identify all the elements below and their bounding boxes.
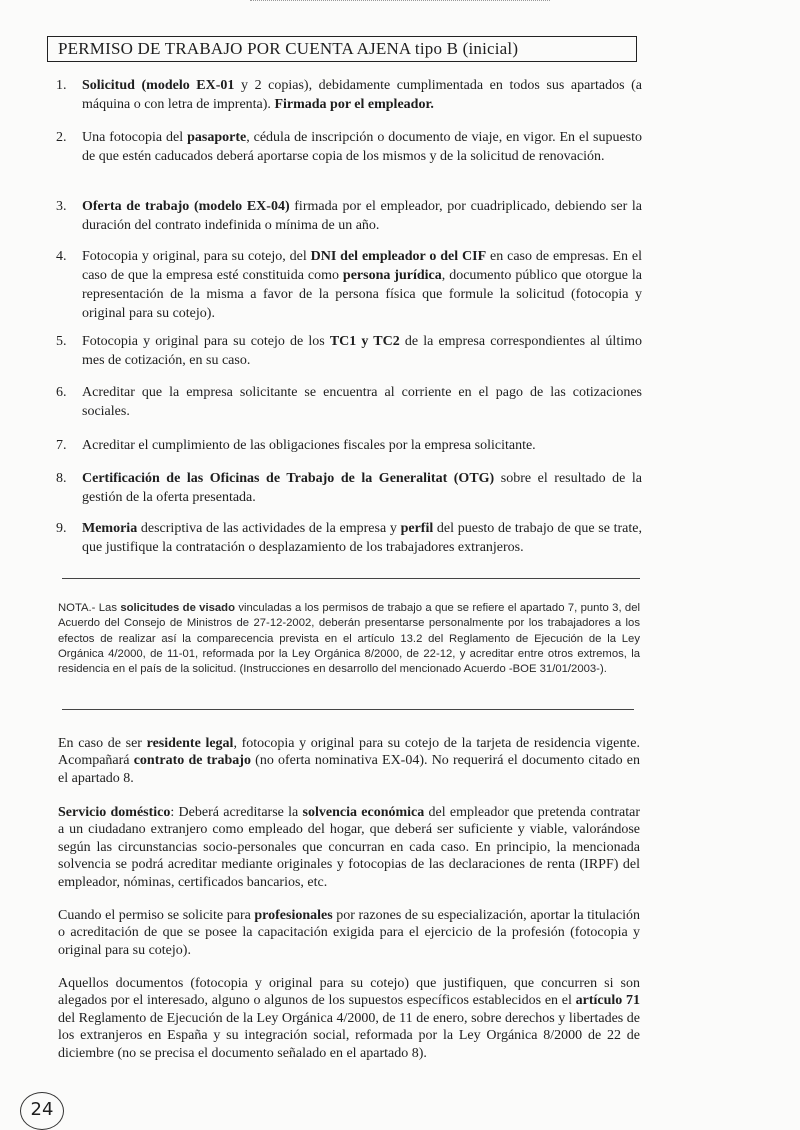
bold-text: Certificación de las Oficinas de Trabajo de la Generalitat (OTG) <box>82 471 495 486</box>
item-text <box>82 469 642 507</box>
divider <box>62 578 640 579</box>
text-run: Cuando el permiso se solicite para <box>58 908 255 923</box>
item-text <box>82 197 642 235</box>
text-run: En caso de ser <box>58 736 147 751</box>
item-text <box>82 383 642 421</box>
text-run: Fotocopia y original para su cotejo de los <box>82 334 330 349</box>
text-run: NOTA.- Las <box>58 602 121 614</box>
bold-text: solicitudes de visado <box>120 602 235 614</box>
text-run: por razones de su especialización, aportar la titulación o acreditación de que se posee la capacitación exigida para el ejercicio de la profesión (fotocopia y original para su cotejo). <box>58 908 640 958</box>
item-number: 5. <box>56 334 67 349</box>
page-number: 24 <box>20 1092 64 1130</box>
bold-text: pasaporte <box>187 130 247 145</box>
item-text <box>82 76 642 114</box>
text-run: en caso de empresas. En el caso de que la empresa esté constituida como <box>82 249 642 283</box>
item-text <box>82 128 642 166</box>
note-paragraph <box>58 601 640 677</box>
text-run: vinculadas a los permisos de trabajo a que se refiere el apartado 7, punto 3, del Acuerdo del Consejo de Ministros de 27-12-2002, deberán presentarse personalmente por los trabajadores a los efectos de realizar así la comparecencia prevista en el artículo 13.2 del Reglamento de Ejecución de la Ley Orgánica 4/2000, de 11-01, reformada por la Ley Orgánica 8/2000, de 22-12, y acreditar entre otros extremos, la residencia en el país de la solicitud. (Instrucciones en desarrollo del mencionado Acuerdo -BOE 31/01/2003-). <box>58 602 641 676</box>
bold-text: Memoria <box>82 521 138 536</box>
bold-text: Solicitud (modelo EX-01 <box>82 78 235 93</box>
item-number: 7. <box>56 438 67 453</box>
text-run: Aquellos documentos (fotocopia y original para su cotejo) que justifiquen, que concurren si son alegados por el interesado, alguno o algunos de los supuestos específicos establecidos en el <box>58 976 640 1009</box>
text-run: (no oferta nominativa EX-04). No requerirá el documento citado en el apartado 8. <box>58 753 640 786</box>
text-run: y 2 copias), debidamente cumplimentada en todos sus apartados (a máquina o con letra de imprenta). <box>82 78 642 112</box>
item-text <box>82 436 642 455</box>
paragraph-servicio-domestico <box>58 804 640 891</box>
paragraph-residente <box>58 735 640 787</box>
bold-text: solvencia económica <box>302 805 425 820</box>
bold-text: Servicio doméstico <box>58 805 171 820</box>
bold-text: profesionales <box>254 908 333 923</box>
bold-text: Firmada por el empleador. <box>274 97 434 112</box>
text-run: sobre el resultado de la gestión de la oferta presentada. <box>82 471 642 505</box>
item-number: 4. <box>56 249 67 264</box>
item-text <box>82 519 642 557</box>
item-number: 9. <box>56 521 67 536</box>
item-text <box>82 332 642 370</box>
text-run: Fotocopia y original, para su cotejo, del <box>82 249 311 264</box>
paragraph-profesionales <box>58 907 640 959</box>
paragraph-articulo-71 <box>58 975 640 1062</box>
item-number: 3. <box>56 199 67 214</box>
bold-text: TC1 y TC2 <box>329 334 400 349</box>
item-number: 8. <box>56 471 67 486</box>
text-run: del puesto de trabajo de que se trate, que justifique la contratación o desplazamiento de los trabajadores extranjeros. <box>82 521 642 555</box>
text-run: de la empresa correspondientes al último mes de cotización, en su caso. <box>82 334 642 368</box>
text-run: firmada por el empleador, por cuadriplicado, debiendo ser la duración del contrato indefinida o mínima de un año. <box>82 199 642 233</box>
scan-artifact <box>250 0 550 4</box>
bold-text: residente legal <box>146 736 234 751</box>
item-text <box>82 247 642 323</box>
bold-text: artículo 71 <box>575 993 640 1009</box>
bold-text: perfil <box>400 521 434 536</box>
item-number: 6. <box>56 385 67 400</box>
bold-text: persona jurídica <box>342 268 442 283</box>
bold-text: Oferta de trabajo (modelo EX-04) <box>82 199 290 214</box>
text-run: del empleador que pretenda contratar a un ciudadano extranjero como empleado del hogar, que deberá ser suficiente y viable, valorándose según las circunstancias socio-personales que concurran en cada caso. En principio, la mencionada solvencia se podrá acreditar mediante originales y fotocopias de las declaraciones de renta (IRPF) del empleador, nóminas, certificados bancarios, etc. <box>58 805 641 890</box>
text-run: , cédula de inscripción o documento de viaje, en vigor. En el supuesto de que estén caducados deberá aportarse copia de los mismos y de la solicitud de renovación. <box>82 130 643 164</box>
item-number: 1. <box>56 78 67 93</box>
text-run: , documento público que otorgue la representación de la misma a favor de la persona física que formule la solicitud (fotocopia y original para su cotejo). <box>82 268 643 321</box>
item-number: 2. <box>56 130 67 145</box>
text-run: , fotocopia y original para su cotejo de la tarjeta de residencia vigente. Acompañará <box>58 736 640 769</box>
text-run: descriptiva de las actividades de la empresa y <box>137 521 401 536</box>
text-run: : Deberá acreditarse la <box>170 805 303 820</box>
document-title: PERMISO DE TRABAJO POR CUENTA AJENA tipo B (inicial) <box>47 36 637 62</box>
text-run: Una fotocopia del <box>82 130 188 145</box>
bold-text: DNI del empleador o del CIF <box>310 249 487 264</box>
text-run: del Reglamento de Ejecución de la Ley Orgánica 4/2000, de 11 de enero, sobre derechos y libertades de los extranjeros en España y su integración social, reformada por la Ley Orgánica 8/2000 de 22 de diciembre (no se precisa el documento señalado en el apartado 8). <box>58 1010 640 1061</box>
bold-text: contrato de trabajo <box>133 753 251 769</box>
text-run: Acreditar el cumplimiento de las obligaciones fiscales por la empresa solicitante. <box>82 438 536 453</box>
text-run: Acreditar que la empresa solicitante se encuentra al corriente en el pago de las cotizaciones sociales. <box>82 385 642 419</box>
divider <box>62 709 634 710</box>
